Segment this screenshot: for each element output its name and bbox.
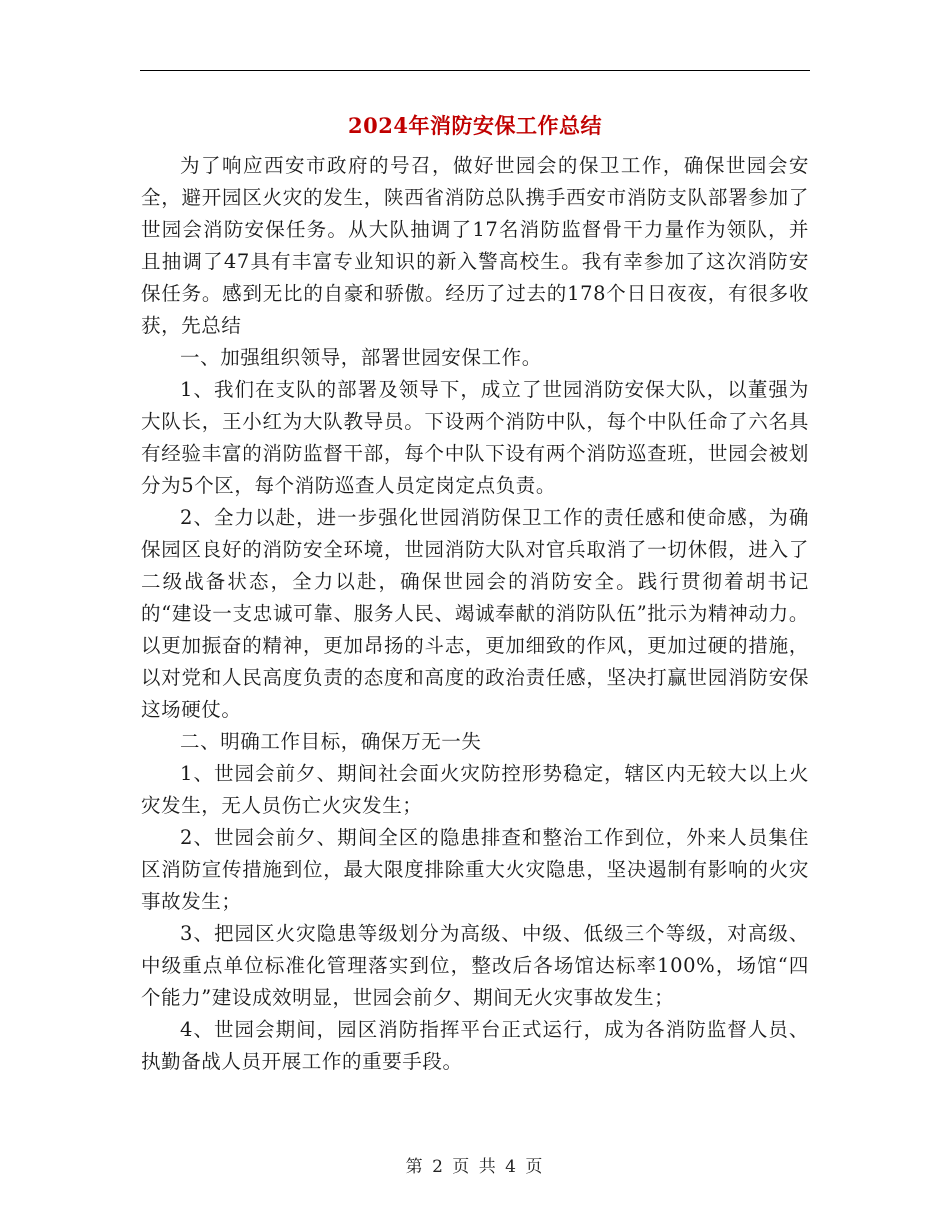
paragraph-1-2: 2、全力以赴，进一步强化世园消防保卫工作的责任感和使命感，为确保园区良好的消防安全环境，世园消防大队对官兵取消了一切休假，进入了二级战备状态，全力以赴，确保世园会的消防安全。践行贯彻着胡书记的“建设一支忠诚可靠、服务人民、竭诚奉献的消防队伍”批示为精神动力。以更加振奋的精神，更加昂扬的斗志，更加细致的作风，更加过硬的措施，以对党和人民高度负责的态度和高度的政治责任感，坚决打赢世园消防安保这场硬仗。 xyxy=(141,506,809,721)
paragraph-2-3: 3、把园区火灾隐患等级划分为高级、中级、低级三个等级，对高级、中级重点单位标准化管理落实到位，整改后各场馆达标率100%，场馆“四个能力”建设成效明显，世园会前夕、期间无火灾事故发生； xyxy=(141,922,809,1009)
heading-section-2: 二、明确工作目标，确保万无一失 xyxy=(180,730,482,753)
paragraph-2-4: 4、世园会期间，园区消防指挥平台正式运行，成为各消防监督人员、执勤备战人员开展工作的重要手段。 xyxy=(141,1018,809,1073)
document-title: 2024年消防安保工作总结 xyxy=(348,113,602,138)
paragraph-1-1: 1、我们在支队的部署及领导下，成立了世园消防安保大队，以董强为大队长，王小红为大队教导员。下设两个消防中队，每个中队任命了六名具有经验丰富的消防监督干部，每个中队下设有两个消防巡查班，世园会被划分为5个区，每个消防巡查人员定岗定点负责。 xyxy=(141,378,809,497)
paragraph-intro: 为了响应西安市政府的号召，做好世园会的保卫工作，确保世园会安全，避开园区火灾的发生，陕西省消防总队携手西安市消防支队部署参加了世园会消防安保任务。从大队抽调了17名消防监督骨干力量作为领队，并且抽调了47具有丰富专业知识的新入警高校生。我有幸参加了这次消防安保任务。感到无比的自豪和骄傲。经历了过去的178个日日夜夜，有很多收获，先总结 xyxy=(141,154,809,337)
page-number: 第 2 页 共 4 页 xyxy=(405,1157,545,1177)
paragraph-2-1: 1、世园会前夕、期间社会面火灾防控形势稳定，辖区内无较大以上火灾发生，无人员伤亡火灾发生； xyxy=(141,762,809,817)
paragraph-2-2: 2、世园会前夕、期间全区的隐患排查和整治工作到位，外来人员集住区消防宣传措施到位，最大限度排除重大火灾隐患，坚决遏制有影响的火灾事故发生； xyxy=(141,826,809,913)
heading-section-1: 一、加强组织领导，部署世园安保工作。 xyxy=(180,346,542,369)
header-rule xyxy=(140,70,810,71)
document-body xyxy=(141,106,809,1078)
